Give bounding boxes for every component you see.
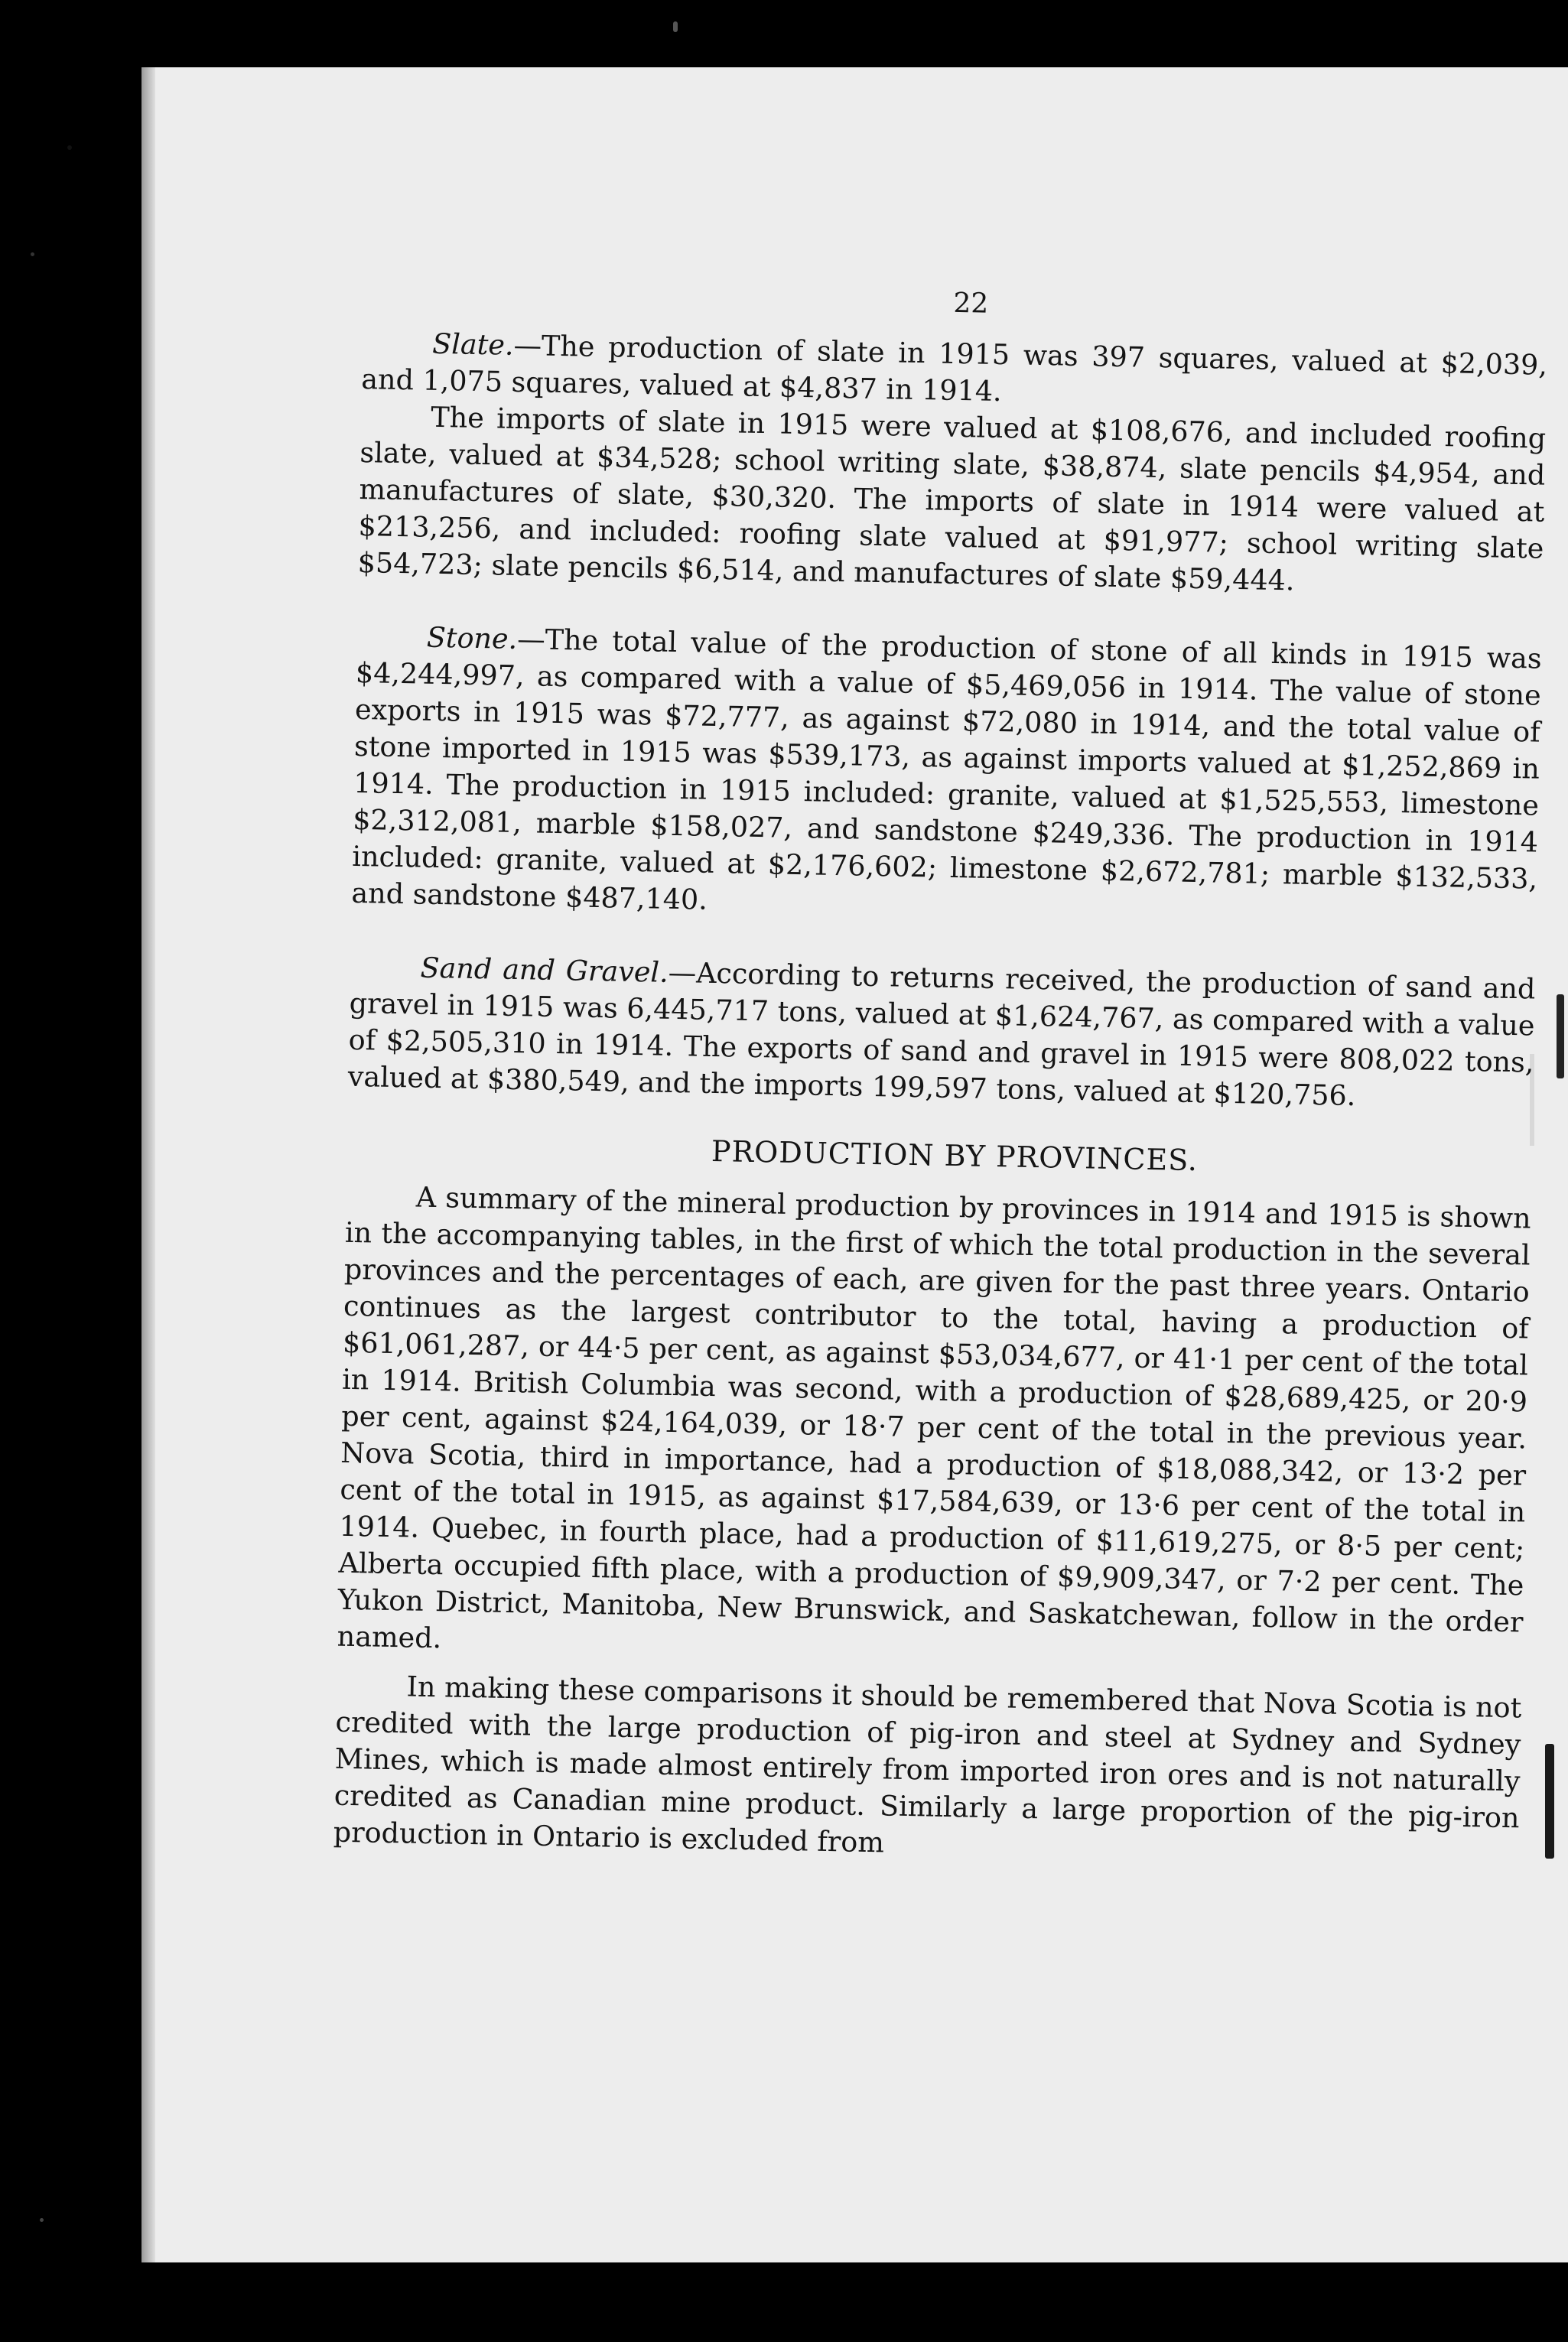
- stone-paragraph: [351, 618, 1542, 935]
- page-content: [333, 274, 1548, 1873]
- sand-gravel-lead: Sand and Gravel.: [420, 951, 669, 989]
- stone-text: —The total value of the production of stone of all kinds in 1915 was $4,244,997, as compared with a value of $5,469,056 in 1914. The value of stone exports in 1915 was $72,777, as against $72,080 in 1914, and the total value of stone imported in 1915 was $539,173, as against imports valued at $1,252,869 in 1914. The production in 1915 included: granite, valued at $1,525,553, limestone $2,312,081, marble $158,027, and sandstone $249,336. The production in 1914 included: granite, valued at $2,176,602; limestone $2,672,781; marble $132,533, and sandstone $487,140.: [351, 622, 1543, 916]
- slate-text: —The production of slate in 1915 was 397 squares, valued at $2,039, and 1,075 squares, valued at $4,837 in 1914.: [360, 328, 1548, 408]
- scan-speck: [67, 145, 72, 150]
- provinces-summary-paragraph: A summary of the mineral production by provinces in 1914 and 1915 is shown in the accompanying tables, in the first of which the total production in the several provinces and the percentages of each, are given for the past three years. Ontario continues as the largest contributor to the total, having a production of $61,061,287, or 44·5 per cent, as against $53,034,677, or 41·1 per cent of the total in 1914. British Columbia was second, with a production of $28,689,425, or 20·9 per cent, against $24,164,039, or 18·7 per cent of the total in the previous year. Nova Scotia, third in importance, had a production of $18,088,342, or 13·2 per cent of the total in 1915, as against $17,584,639, or 13·6 per cent of the total in 1914. Quebec, in fourth place, had a production of $11,619,275, or 8·5 per cent; Alberta occupied fifth place, with a production of $9,909,347, or 7·2 per cent. The Yukon District, Manitoba, New Brunswick, and Saskatchewan, follow in the order named.: [337, 1180, 1531, 1655]
- sand-gravel-paragraph: [347, 948, 1535, 1118]
- scan-speck: [1557, 994, 1564, 1078]
- provinces-comparison-paragraph: In making these comparisons it should be remembered that Nova Scotia is not credited with the large production of pig-iron and steel at Sydney and Sydney Mines, which is made almost entirely from imported iron ores and is not naturally credited as Canadian mine product. Similarly a large proportion of the pig-iron production in Ontario is excluded from: [333, 1670, 1522, 1859]
- scan-speck: [673, 21, 678, 32]
- sand-gravel-text: —According to returns received, the production of sand and gravel in 1915 was 6,445,717 tons, valued at $1,624,767, as compared with a value of $2,505,310 in 1914. The exports of sand and gravel in 1915 were 808,022 tons, valued at $380,549, and the imports 199,597 tons, valued at $120,756.: [347, 955, 1536, 1113]
- page-number: 22: [953, 287, 989, 320]
- stone-lead: Stone.: [426, 620, 518, 655]
- section-heading: PRODUCTION BY PROVINCES.: [711, 1134, 1199, 1178]
- document-page: [142, 67, 1568, 2262]
- scan-speck: [31, 252, 34, 256]
- scan-speck: [40, 2218, 44, 2222]
- slate-imports-paragraph: The imports of slate in 1915 were valued at $108,676, and included roofing slate, valued at $34,528; school writing slate, $38,874, slate pencils $4,954, and manufactures of slate, $30,320. The imports of slate in 1914 were valued at $213,256, and included: roofing slate valued at $91,977; school writing slate $54,723; slate pencils $6,514, and manufactures of slate $59,444.: [357, 400, 1547, 597]
- scan-speck: [1545, 1744, 1554, 1859]
- slate-lead: Slate.: [431, 327, 514, 362]
- page-binding-edge: [142, 67, 155, 2262]
